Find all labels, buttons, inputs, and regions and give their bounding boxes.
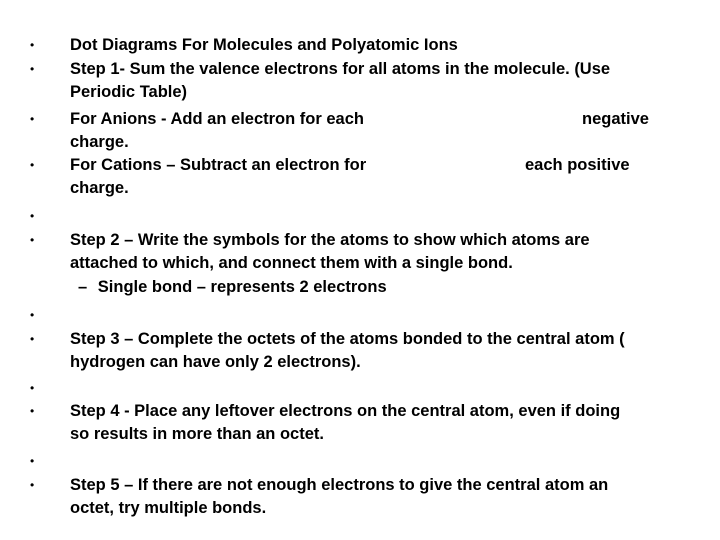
step-4-line-2: so results in more than an octet.: [70, 425, 324, 443]
step-5-line-1: Step 5 – If there are not enough electrons to give the central atom an: [70, 476, 609, 494]
bullet: •: [30, 62, 35, 76]
bullet: •: [30, 209, 35, 223]
bullet: •: [30, 381, 35, 395]
bullet: •: [30, 332, 35, 346]
bullet: •: [30, 112, 35, 126]
step-2-line-2: attached to which, and connect them with a single bond.: [70, 254, 513, 272]
bullet: •: [30, 233, 35, 247]
bullet: •: [30, 404, 35, 418]
cations-right-words: each positive: [525, 156, 630, 174]
bullet: •: [30, 38, 35, 52]
anions-line-2: charge.: [70, 133, 129, 151]
anions-right-word: negative: [582, 110, 649, 128]
step-3-line-1: Step 3 – Complete the octets of the atoms bonded to the central atom (: [70, 330, 625, 348]
sub-list-item: [78, 276, 387, 299]
slide-title-line: Dot Diagrams For Molecules and Polyatomic Ions: [70, 36, 458, 54]
bullet: •: [30, 158, 35, 172]
step-4-line-1: Step 4 - Place any leftover electrons on the central atom, even if doing: [70, 402, 621, 420]
step-2-line-1: Step 2 – Write the symbols for the atoms to show which atoms are: [70, 231, 590, 249]
step-5-line-2: octet, try multiple bonds.: [70, 499, 267, 517]
bullet: •: [30, 478, 35, 492]
single-bond-text: Single bond – represents 2 electrons: [97, 278, 387, 296]
step-1-line-2: Periodic Table): [70, 83, 188, 101]
bullet: •: [30, 454, 35, 468]
cations-line-1: For Cations – Subtract an electron for: [70, 156, 367, 174]
anions-line-1: For Anions - Add an electron for each: [70, 110, 364, 128]
sub-bullet-dash: –: [78, 278, 88, 296]
cations-line-2: charge.: [70, 179, 129, 197]
step-1-line-1: Step 1- Sum the valence electrons for all atoms in the molecule. (Use: [70, 60, 611, 78]
bullet: •: [30, 308, 35, 322]
step-3-line-2: hydrogen can have only 2 electrons).: [70, 353, 361, 371]
